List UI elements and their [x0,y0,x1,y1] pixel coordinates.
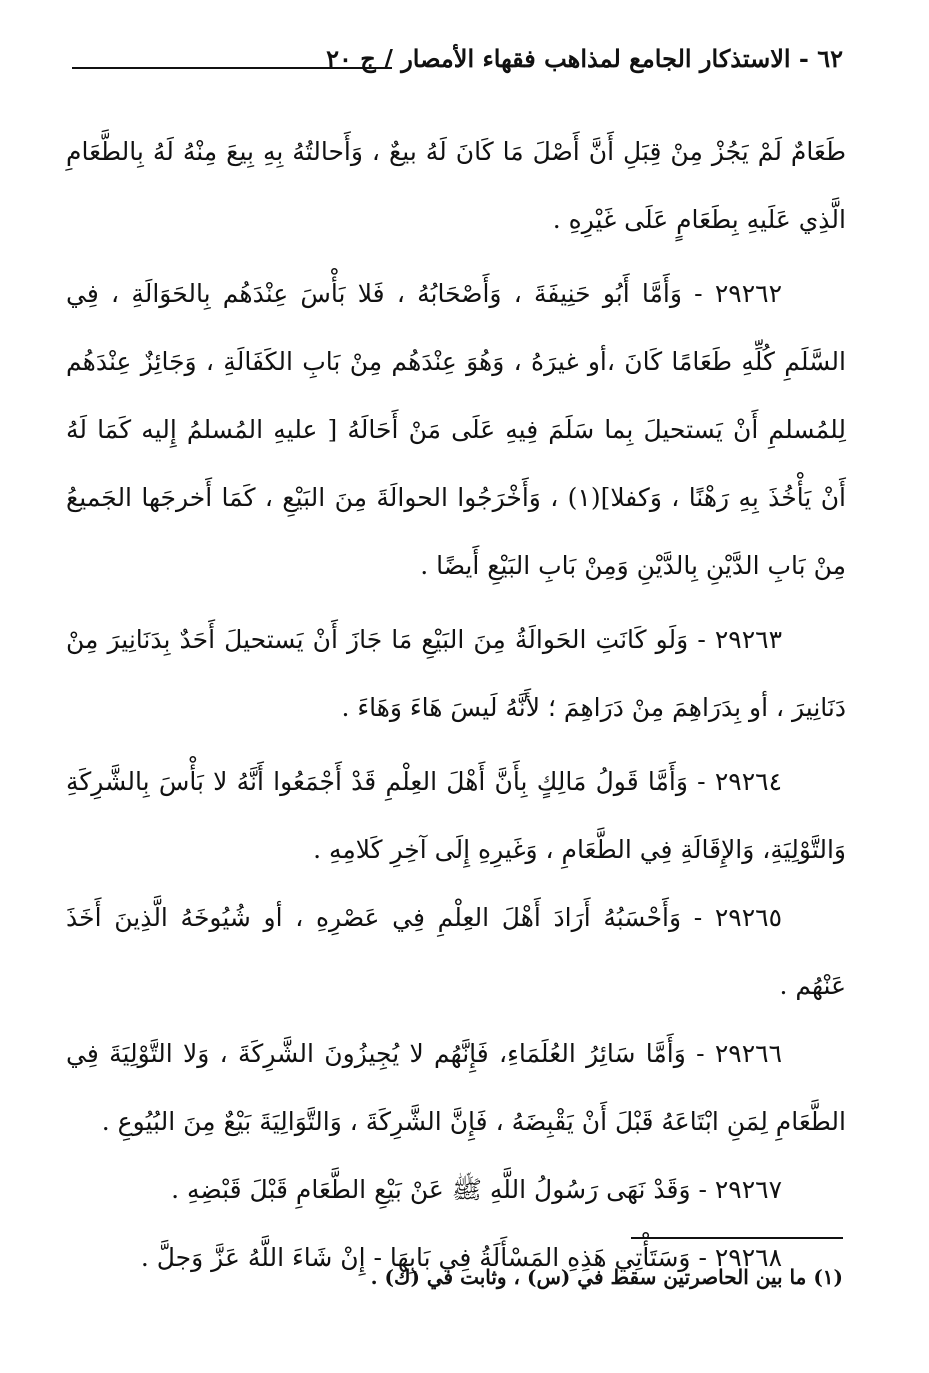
paragraph-continuation: طَعَامٌ لَمْ يَجُزْ مِنْ قِبَلِ أَنَّ أَصْلَ مَا كَانَ لَهُ بيعٌ ، وَأَحالتُهُ بِهِ بِيعَ مِنْهُ لَهُ بِالطَّعَامِ الَّذِي عَلَيهِ بِطَعَامٍ عَلَى غَيْرِهِ . [66,137,846,234]
running-header: ٦٢ - الاستذكار الجامع لمذاهب فقهاء الأمصار / ج ٢٠ [326,44,843,73]
paragraph-29266: ٢٩٢٦٦ - وَأَمَّا سَائِرُ العُلَمَاءِ، فَإِنَّهُم لا يُجِيزُونَ الشَّرِكَةَ ، وَلا التَّوْلِيَةَ فِي الطَّعَامِ لِمَنِ ابْتَاعَهُ قَبْلَ أَنْ يَقْبِضَهُ ، فَإِنَّ الشَّرِكَةَ ، وَالتَّوَالِيَةَ بَيْعٌ مِنَ البُيُوعِ . [66,1039,846,1136]
paragraph-29265: ٢٩٢٦٥ - وَأَحْسَبُهُ أَرَادَ أَهْلَ العِلْمِ فِي عَصْرِهِ ، أو شُيُوخَهُ الَّذِينَ أَخَذَ عَنْهُم . [66,903,846,1000]
header-rule [72,67,392,69]
paragraph-29264: ٢٩٢٦٤ - وَأَمَّا قَولُ مَالِكٍ بِأَنَّ أَهْلَ العِلْمِ قَدْ أَجْمَعُوا أَنَّهُ لا بَأْسَ بِالشَّرِكَةِ وَالتَّوْلِيَةِ، وَالإِقَالَةِ فِي الطَّعَامِ ، وَغَيرِهِ إِلَى آخِرِ كَلامِهِ . [66,767,846,864]
footnote: (١) ما بين الحاصرتين سقط في (س) ، وثابت في (ك) . [370,1265,843,1289]
paragraph-29267: ٢٩٢٦٧ - وَقَدْ نَهَى رَسُولُ اللَّهِ ﷺ عَنْ بَيْعِ الطَّعَامِ قَبْلَ قَبْضِهِ . [171,1175,782,1204]
paragraph-29263: ٢٩٢٦٣ - وَلَو كَانَتِ الحَوالَةُ مِنَ البَيْعِ مَا جَازَ أَنْ يَستحيلَ أَحَدٌ بِدَنَانِيرَ مِنْ دَنَانِيرَ ، أو بِدَرَاهِمَ مِنْ دَرَاهِمَ ؛ لأَنَّهُ لَيسَ هَاءَ وَهَاءَ . [66,625,846,722]
paragraph-29268: ٢٩٢٦٨ - وَسَتَأْتِي هَذِهِ المَسْأَلَةُ فِي بَابِهَا - إِنْ شَاءَ اللَّهُ عَزَّ وَجلَّ . [140,1243,782,1272]
main-text [66,118,846,1292]
footnote-rule [631,1237,843,1239]
paragraph-29262: ٢٩٢٦٢ - وَأَمَّا أَبُو حَنِيفَةَ ، وَأَصْحَابُهُ ، فَلا بَأْسَ عِنْدَهُم بِالحَوَالَةِ ، فِي السَّلَمِ كُلِّهِ طَعَامًا كَانَ ،أو غيرَهُ ، وَهُوَ عِنْدَهُم مِنْ بَابِ الكَفَالَةِ ، وَجَائِزٌ عِنْدَهُم لِلمُسلمِ أَنْ يَستحيلَ بِما سَلَمَ فِيهِ عَلَى مَنْ أَحَالَهُ [ عليهِ المُسلمُ إِليه كَمَا لَهُ أَنْ يَأْخُذَ بِهِ رَهْنًا ، وَكفلا](١) ، وَأَخْرَجُوا الحوالَةَ مِنَ البَيْعِ ، كَمَا أَخرجَها الجَميعُ مِنْ بَابِ الدَّيْنِ بِالدَّيْنِ وَمِنْ بَابِ البَيْعِ أَيضًا . [66,279,846,580]
